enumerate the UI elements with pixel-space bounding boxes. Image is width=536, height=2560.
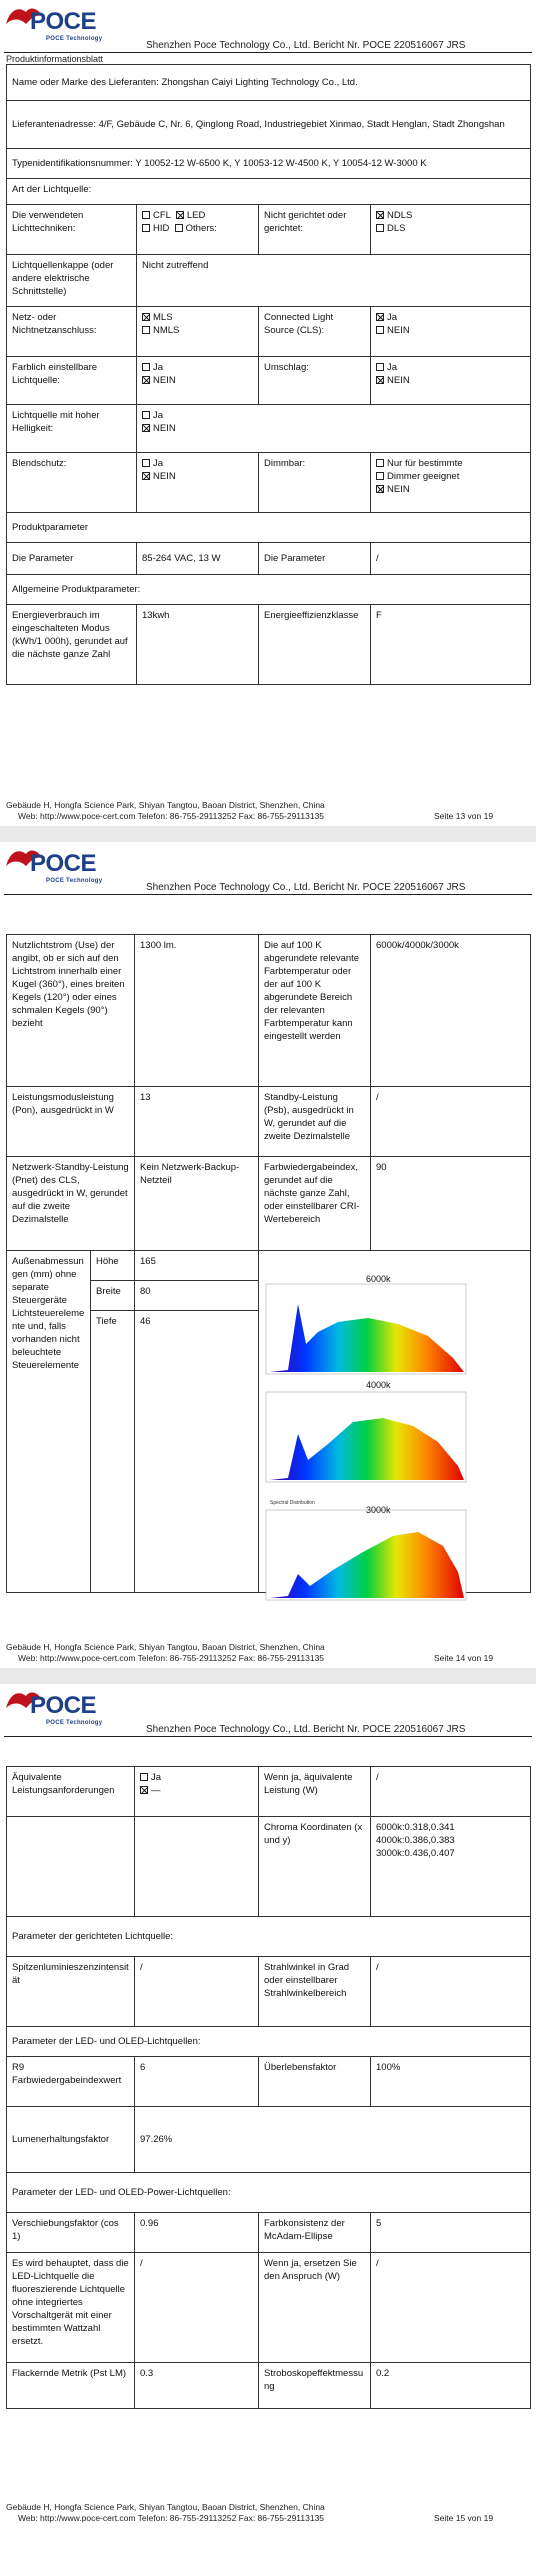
envelope-label: Umschlag: [259,357,371,405]
equiv-options [135,1767,259,1817]
net-value: Kein Netzwerk-Backup-Netzteil [135,1157,259,1251]
params-label-2: Die Parameter [259,543,371,575]
peak-value: / [135,1957,259,2027]
params-label: Die Parameter [7,543,137,575]
page-number: Seite 15 von 19 [434,2513,494,2523]
ndls-checkbox [376,211,384,219]
high-lum-nein-label: NEIN [153,423,176,434]
envelope-options [371,357,531,405]
envelope-ja-checkbox [376,363,384,371]
brand-name: POCE [30,1692,97,1719]
mcadam-value: 5 [371,2213,531,2253]
nmls-checkbox [142,326,150,334]
color-ja-label: Ja [153,362,164,373]
cls-nein-checkbox [376,326,384,334]
r9-value: 6 [135,2057,259,2107]
eff-label: Energieeffizienzklasse [259,605,371,685]
color-ja-checkbox [142,363,150,371]
dim-opt1-label: Nur für bestimmte [387,458,463,469]
glare-options [137,453,259,513]
dimmable-label: Dimmbar: [259,453,371,513]
page-footer [6,800,494,822]
page-header [0,842,536,892]
empty-cell [135,1817,259,1917]
cls-options [371,307,531,357]
brand-sub: POCE Technology [46,1720,103,1726]
standby-value: / [371,1087,531,1157]
high-lum-options [137,405,531,453]
strobe-label: Stroboskopeffektmessung [259,2363,371,2409]
spectrum-4000k [266,1392,466,1482]
energy-value: 13kwh [137,605,259,685]
ndls-label: NDLS [387,210,413,221]
page-header [0,1684,536,1734]
light-source-type: Art der Lichtquelle: [7,179,531,205]
flux-value: 1300 lm. [135,935,259,1087]
glare-nein-label: NEIN [153,471,176,482]
envelope-nein-checkbox [376,376,384,384]
cct-value: 6000k/4000k/3000k [371,935,531,1087]
mains-options [137,307,259,357]
dim-opt2-label: Dimmer geeignet [387,471,460,482]
nondirectional-label: Nicht gerichtet oder gerichtet: [259,205,371,255]
doc-title: Produktinformationsblatt [6,54,104,64]
mls-label: MLS [153,312,173,323]
page-footer [6,2502,494,2524]
r9-label: R9 Farbwiedergabeindexwert [7,2057,135,2107]
cfl-label: CFL [153,210,171,221]
led-checkbox [176,211,184,219]
brand-sub: POCE Technology [46,878,103,884]
power-value: 13 [135,1087,259,1157]
led-label: LED [186,210,206,221]
mls-checkbox [142,313,150,321]
beam-label: Strahlwinkel in Grad oder einstellbarer Strahlwinkelbereich [259,1957,371,2027]
report-id: Shenzhen Poce Technology Co., Ltd. Bericht Nr. POCE 220516067 JRS [146,40,466,51]
page-gap [0,1668,536,1684]
energy-label: Energieverbrauch im eingeschalteten Modus (kWh/1 000h), gerundet auf die nächste ganze Zahl [7,605,137,685]
equiv-label: Äquivalente Leistungsanforderungen [7,1767,135,1817]
led-params: Parameter der LED- und OLED-Lichtquellen: [7,2027,531,2057]
replace-value: / [371,2253,531,2363]
dim-nein-label: NEIN [387,484,410,495]
dim-nein-checkbox [376,485,384,493]
page-number: Seite 13 von 19 [434,811,494,821]
strobe-value: 0.2 [371,2363,531,2409]
brand-name: POCE [30,850,97,877]
claim-label: Es wird behauptet, dass die LED-Lichtquelle die fluoreszierende Lichtquelle ohne integriertes Vorschaltgerät mit einer bestimmten Wattzahl ersetzt. [7,2253,135,2363]
height-value: 165 [135,1251,259,1281]
peak-label: Spitzenluminieszenzintensität [7,1957,135,2027]
dls-checkbox [376,224,384,232]
high-lum-ja-checkbox [142,411,150,419]
cls-ja-checkbox [376,313,384,321]
directional-params: Parameter der gerichteten Lichtquelle: [7,1917,531,1957]
flicker-value: 0.3 [135,2363,259,2409]
glare-nein-checkbox [142,472,150,480]
spectral-caption: Spectral Distribution [270,1500,315,1506]
cls-ja-label: Ja [387,312,398,323]
high-lum-nein-checkbox [142,424,150,432]
poce-logo [4,1686,114,1730]
cri-value: 90 [371,1157,531,1251]
params-value: 85-264 VAC, 13 W [137,543,259,575]
footer-contact: Web: http://www.poce-cert.com Telefon: 86-755-29113252 Fax: 86-755-29113135 [18,1653,325,1663]
cap-label: Lichtquellenkappe (oder andere elektrische Schnittstelle) [7,255,137,307]
chroma-3000k: 3000k:0.436,0.407 [376,1848,455,1859]
cfl-checkbox [142,211,150,219]
eff-value: F [371,605,531,685]
footer-address: Gebäude H, Hongfa Science Park, Shiyan Tangtou, Baoan District, Shenzhen, China [6,1642,325,1652]
footer-address: Gebäude H, Hongfa Science Park, Shiyan Tangtou, Baoan District, Shenzhen, China [6,2502,325,2512]
report-id: Shenzhen Poce Technology Co., Ltd. Bericht Nr. POCE 220516067 JRS [146,1724,466,1735]
spectrum-label-6000k: 6000k [366,1274,391,1284]
height-label: Höhe [91,1251,135,1281]
tech-options [137,205,259,255]
glare-label: Blendschutz: [7,453,137,513]
beam-value: / [371,1957,531,2027]
params-value-2: / [371,543,531,575]
type-id: Typenidentifikationsnummer: Y 10052-12 W-6500 K, Y 10053-12 W-4500 K, Y 10054-12 W-3000 K [7,149,531,179]
hid-checkbox [142,224,150,232]
power-label: Leistungsmodusleistung (Pon), ausgedrückt in W [7,1087,135,1157]
spectral-distribution-figure [258,1274,528,1610]
page-gap [0,826,536,842]
info-table-p13 [6,64,531,685]
chroma-label: Chroma Koordinaten (x und y) [259,1817,371,1917]
width-value: 80 [135,1281,259,1311]
claim-value: / [135,2253,259,2363]
spectrum-label-3000k: 3000k [366,1505,391,1515]
spectrum-3000k [266,1510,466,1600]
envelope-nein-label: NEIN [387,375,410,386]
info-table-p15 [6,1766,531,2409]
dls-label: DLS [387,223,406,234]
header-rule [4,1736,532,1737]
high-lum-ja-label: Ja [153,410,164,421]
dim-opt1-checkbox [376,459,384,467]
dim-opt2-checkbox [376,472,384,480]
equiv-power-label: Wenn ja, äquivalente Leistung (W) [259,1767,371,1817]
footer-contact: Web: http://www.poce-cert.com Telefon: 86-755-29113252 Fax: 86-755-29113135 [18,2513,325,2523]
mcadam-label: Farbkonsistenz der McAdam-Ellipse [259,2213,371,2253]
equiv-dash-label: — [151,1785,161,1796]
poce-logo [4,2,114,46]
survival-value: 100% [371,2057,531,2107]
cct-label: Die auf 100 K abgerundete relevante Farbtemperatur oder der auf 100 K abgerundete Bereich der relevanten Farbtemperatur kann eingestellt werden [259,935,371,1087]
hid-label: HID [153,223,170,234]
page-footer [6,1642,494,1664]
glare-ja-label: Ja [153,458,164,469]
replace-label: Wenn ja, ersetzen Sie den Anspruch (W) [259,2253,371,2363]
page-header [0,0,536,50]
equiv-ja-label: Ja [151,1772,162,1783]
chroma-6000k: 6000k:0.318,0.341 [376,1822,455,1833]
envelope-ja-label: Ja [387,362,398,373]
page-15 [0,1684,536,2560]
spectrum-label-4000k: 4000k [366,1380,391,1390]
brand-sub: POCE Technology [46,36,103,42]
nmls-label: NMLS [153,325,180,336]
width-label: Breite [91,1281,135,1311]
others-checkbox [175,224,183,232]
disp-label: Verschiebungsfaktor (cos 1) [7,2213,135,2253]
survival-label: Überlebensfaktor [259,2057,371,2107]
power-params: Parameter der LED- und OLED-Power-Lichtquellen: [7,2173,531,2213]
cri-label: Farbwiedergabeindex, gerundet auf die nächste ganze Zahl, oder einstellbarer CRI-Wertebereich [259,1157,371,1251]
disp-value: 0.96 [135,2213,259,2253]
maint-label: Lumenerhaltungsfaktor [7,2107,135,2173]
dims-label: Außenabmessungen (mm) ohne separate Steuergeräte Lichtsteuerelemente und, falls vorhanden nicht beleuchtete Steuerelemente [7,1251,91,1593]
footer-contact: Web: http://www.poce-cert.com Telefon: 86-755-29113252 Fax: 86-755-29113135 [18,811,325,821]
depth-label: Tiefe [91,1311,135,1593]
page-number: Seite 14 von 19 [434,1653,494,1663]
flicker-label: Flackernde Metrik (Pst LM) [7,2363,135,2409]
flux-label: Nutzlichtstrom (Use) der angibt, ob er sich auf den Lichtstrom innerhalb einer Kugel (360°), eines breiten Kegels (120°) oder eines schmalen Kegels (90°) bezieht [7,935,135,1087]
chroma-values [371,1817,531,1917]
brand-name: POCE [30,8,97,35]
high-lum-label: Lichtquelle mit hoher Helligkeit: [7,405,137,453]
spectrum-6000k [266,1284,466,1374]
tech-label: Die verwendeten Lichttechniken: [7,205,137,255]
maint-value: 97.26% [135,2107,531,2173]
supplier-address: Lieferantenadresse: 4/F, Gebäude C, Nr. 6, Qinglong Road, Industriegebiet Xinmao, Stadt Henglan, Stadt Zhongshan [7,101,531,149]
empty-cell [7,1817,135,1917]
supplier-name: Name oder Marke des Lieferanten: Zhongshan Caiyi Lighting Technology Co., Ltd. [7,65,531,101]
mains-label: Netz- oder Nichtnetzanschluss: [7,307,137,357]
color-nein-checkbox [142,376,150,384]
color-nein-label: NEIN [153,375,176,386]
cls-nein-label: NEIN [387,325,410,336]
color-label: Farblich einstellbare Lichtquelle: [7,357,137,405]
poce-logo [4,844,114,888]
dimmable-options [371,453,531,513]
standby-label: Standby-Leistung (Psb), ausgedrückt in W, gerundet auf die zweite Dezimalstelle [259,1087,371,1157]
nondirectional-options [371,205,531,255]
footer-address: Gebäude H, Hongfa Science Park, Shiyan Tangtou, Baoan District, Shenzhen, China [6,800,325,810]
equiv-dash-checkbox [140,1786,148,1794]
header-rule [4,894,532,895]
page-13 [0,0,536,826]
cap-value: Nicht zutreffend [137,255,531,307]
report-id: Shenzhen Poce Technology Co., Ltd. Bericht Nr. POCE 220516067 JRS [146,882,466,893]
equiv-power-value: / [371,1767,531,1817]
cls-label: Connected Light Source (CLS): [259,307,371,357]
page-14 [0,842,536,1668]
chroma-4000k: 4000k:0.386,0.383 [376,1835,455,1846]
depth-value: 46 [135,1311,259,1593]
others-label: Others: [185,223,217,234]
equiv-ja-checkbox [140,1773,148,1781]
header-rule [4,52,532,53]
glare-ja-checkbox [142,459,150,467]
product-params: Produktparameter [7,513,531,543]
color-options [137,357,259,405]
net-label: Netzwerk-Standby-Leistung (Pnet) des CLS, ausgedrückt in W, gerundet auf die zweite Dezimalstelle [7,1157,135,1251]
general-params: Allgemeine Produktparameter: [7,575,531,605]
